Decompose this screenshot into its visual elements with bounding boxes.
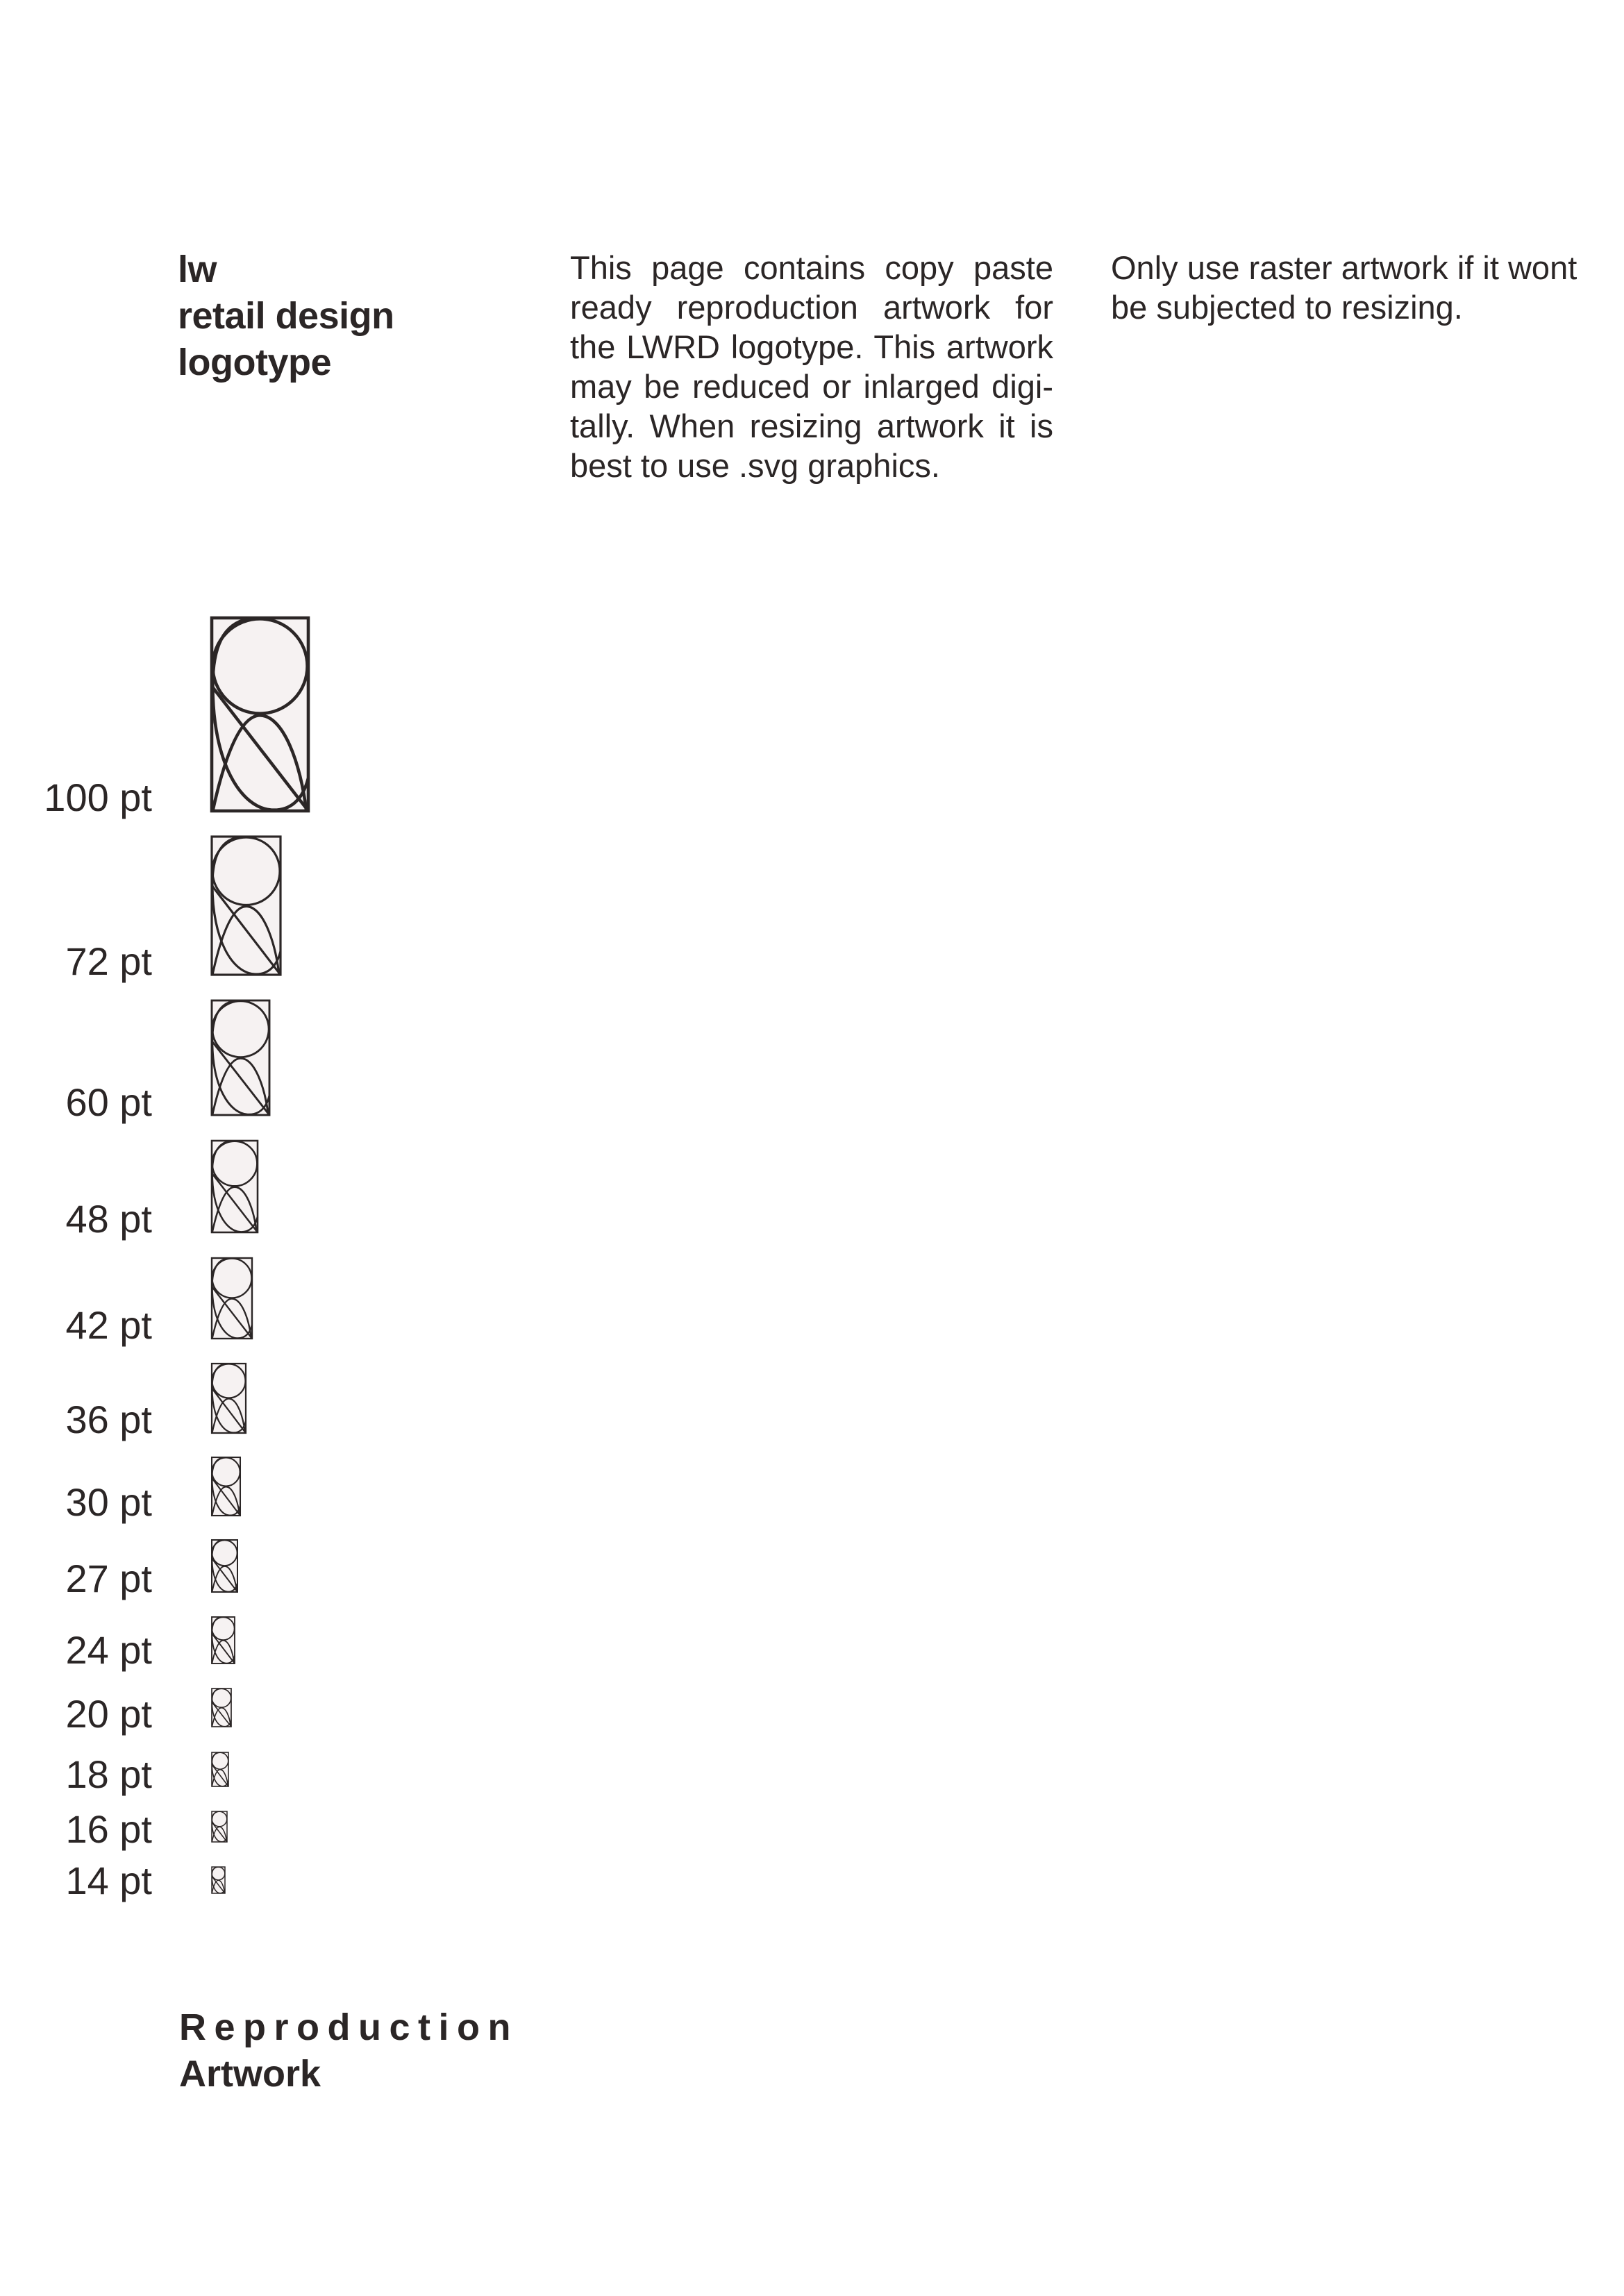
logo-mark-24pt-icon xyxy=(212,1617,235,1664)
size-label-30pt: 30 pt xyxy=(65,1480,152,1524)
logo-mark-14pt-icon xyxy=(212,1867,225,1893)
intro-paragraph xyxy=(570,248,1053,485)
intro-line: tally. When resizing artwork it is xyxy=(570,408,1053,444)
logo-mark-36pt-icon xyxy=(212,1364,246,1433)
intro-line: This page contains copy paste xyxy=(570,249,1053,286)
raster-note xyxy=(1111,248,1577,327)
size-label-24pt: 24 pt xyxy=(65,1628,152,1672)
size-label-18pt: 18 pt xyxy=(65,1752,152,1796)
logo-mark-20pt-icon xyxy=(212,1689,231,1727)
logo-mark-30pt-icon xyxy=(212,1457,240,1516)
note-line: be subjected to resizing. xyxy=(1111,289,1463,326)
size-label-60pt: 60 pt xyxy=(65,1080,152,1124)
section-title xyxy=(179,2004,519,2097)
page-title-line: logotype xyxy=(178,342,331,383)
logo-mark-42pt-icon xyxy=(212,1258,252,1339)
page-title-line: lw xyxy=(178,249,217,290)
size-label-20pt: 20 pt xyxy=(65,1692,152,1736)
intro-line: the LWRD logotype. This artwork xyxy=(570,328,1053,365)
logo-mark-100pt-icon xyxy=(212,618,308,811)
note-line: Only use raster artwork if it wont xyxy=(1111,249,1577,286)
section-title-line: Artwork xyxy=(179,2053,321,2095)
logo-mark-27pt-icon xyxy=(212,1540,237,1592)
logo-mark-48pt-icon xyxy=(212,1141,258,1232)
size-label-14pt: 14 pt xyxy=(65,1859,152,1902)
page-title-line: retail design xyxy=(178,295,394,337)
size-label-16pt: 16 pt xyxy=(65,1807,152,1851)
logo-mark-72pt-icon xyxy=(212,837,281,975)
section-title-line: Reproduction xyxy=(179,2006,519,2048)
size-label-42pt: 42 pt xyxy=(65,1303,152,1347)
size-label-48pt: 48 pt xyxy=(65,1197,152,1241)
logo-mark-18pt-icon xyxy=(212,1752,228,1786)
size-label-72pt: 72 pt xyxy=(65,939,152,983)
logo-mark-16pt-icon xyxy=(212,1811,227,1842)
size-label-36pt: 36 pt xyxy=(65,1398,152,1441)
logo-mark-60pt-icon xyxy=(212,1000,269,1115)
intro-line: ready reproduction artwork for xyxy=(570,289,1053,326)
intro-line: may be reduced or inlarged digi- xyxy=(570,368,1053,405)
intro-line: best to use .svg graphics. xyxy=(570,447,940,484)
page-title xyxy=(178,246,394,386)
size-label-27pt: 27 pt xyxy=(65,1557,152,1600)
size-label-100pt: 100 pt xyxy=(44,776,152,819)
